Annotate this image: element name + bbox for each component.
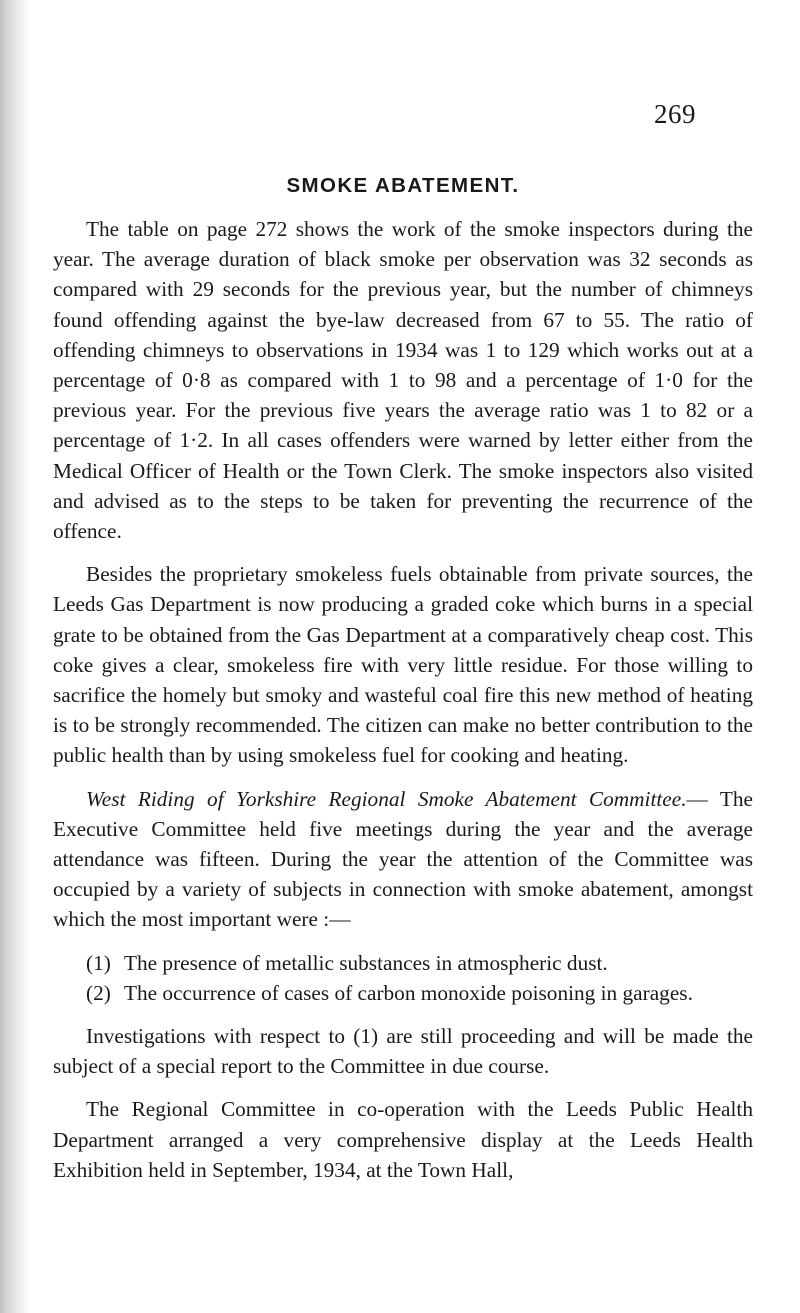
subjects-list xyxy=(53,948,753,1008)
page-spine-shadow xyxy=(0,0,30,1313)
list-item xyxy=(53,948,753,978)
paragraph-regional-committee xyxy=(53,784,753,935)
committee-text: The Executive Committee held five meetings during the year and the average attendance was fifteen. During the year the attention of the Committee was occupied by a variety of subjects in connection with smoke abatement, amongst which the most important were :— xyxy=(53,786,753,932)
paragraph-smoke-inspectors: The table on page 272 shows the work of the smoke inspectors during the year. The average duration of black smoke per observation was 32 seconds as compared with 29 seconds for the previous year, but the number of chimneys found offending against the bye-law decreased from 67 to 55. The ratio of offending chimneys to observations in 1934 was 1 to 129 which works out at a percentage of 0·8 as compared with 1 to 98 and a percentage of 1·0 for the previous year. For the previous five years the average ratio was 1 to 82 or a percentage of 1·2. In all cases offenders were warned by letter either from the Medical Officer of Health or the Town Clerk. The smoke inspectors also visited and advised as to the steps to be taken for preventing the recurrence of the offence. xyxy=(53,217,753,544)
paragraph-smokeless-fuels: Besides the proprietary smokeless fuels obtainable from private sources, the Leeds Gas Department is now producing a graded coke which burns in a special grate to be obtained from the Gas Department at a comparatively cheap cost. This coke gives a clear, smokeless fire with very little residue. For those willing to sacrifice the homely but smoky and wasteful coal fire this new method of heating is to be strongly recommended. The citizen can make no better contribution to the public health than by using smokeless fuel for cooking and heating. xyxy=(53,562,753,768)
document-page xyxy=(53,0,753,1313)
title-dash: — xyxy=(686,786,708,811)
list-item xyxy=(53,978,753,1008)
section-heading: SMOKE ABATEMENT. xyxy=(286,174,520,197)
committee-title: West Riding of Yorkshire Regional Smoke Abatement Committee. xyxy=(86,786,687,811)
list-item-text: The presence of metallic substances in atmospheric dust. xyxy=(124,950,608,975)
list-item-marker: (2) xyxy=(86,980,111,1005)
list-item-text: The occurrence of cases of carbon monoxide poisoning in garages. xyxy=(124,980,693,1005)
paragraph-health-exhibition: The Regional Committee in co-operation with the Leeds Public Health Department arranged a very comprehensive display at the Leeds Health Exhibition held in September, 1934, at the Town Hall, xyxy=(53,1097,753,1182)
document-body xyxy=(53,214,753,1198)
page-number: 269 xyxy=(654,99,696,129)
list-item-marker: (1) xyxy=(86,950,111,975)
paragraph-investigations: Investigations with respect to (1) are still proceeding and will be made the subject of a special report to the Committee in due course. xyxy=(53,1024,753,1079)
